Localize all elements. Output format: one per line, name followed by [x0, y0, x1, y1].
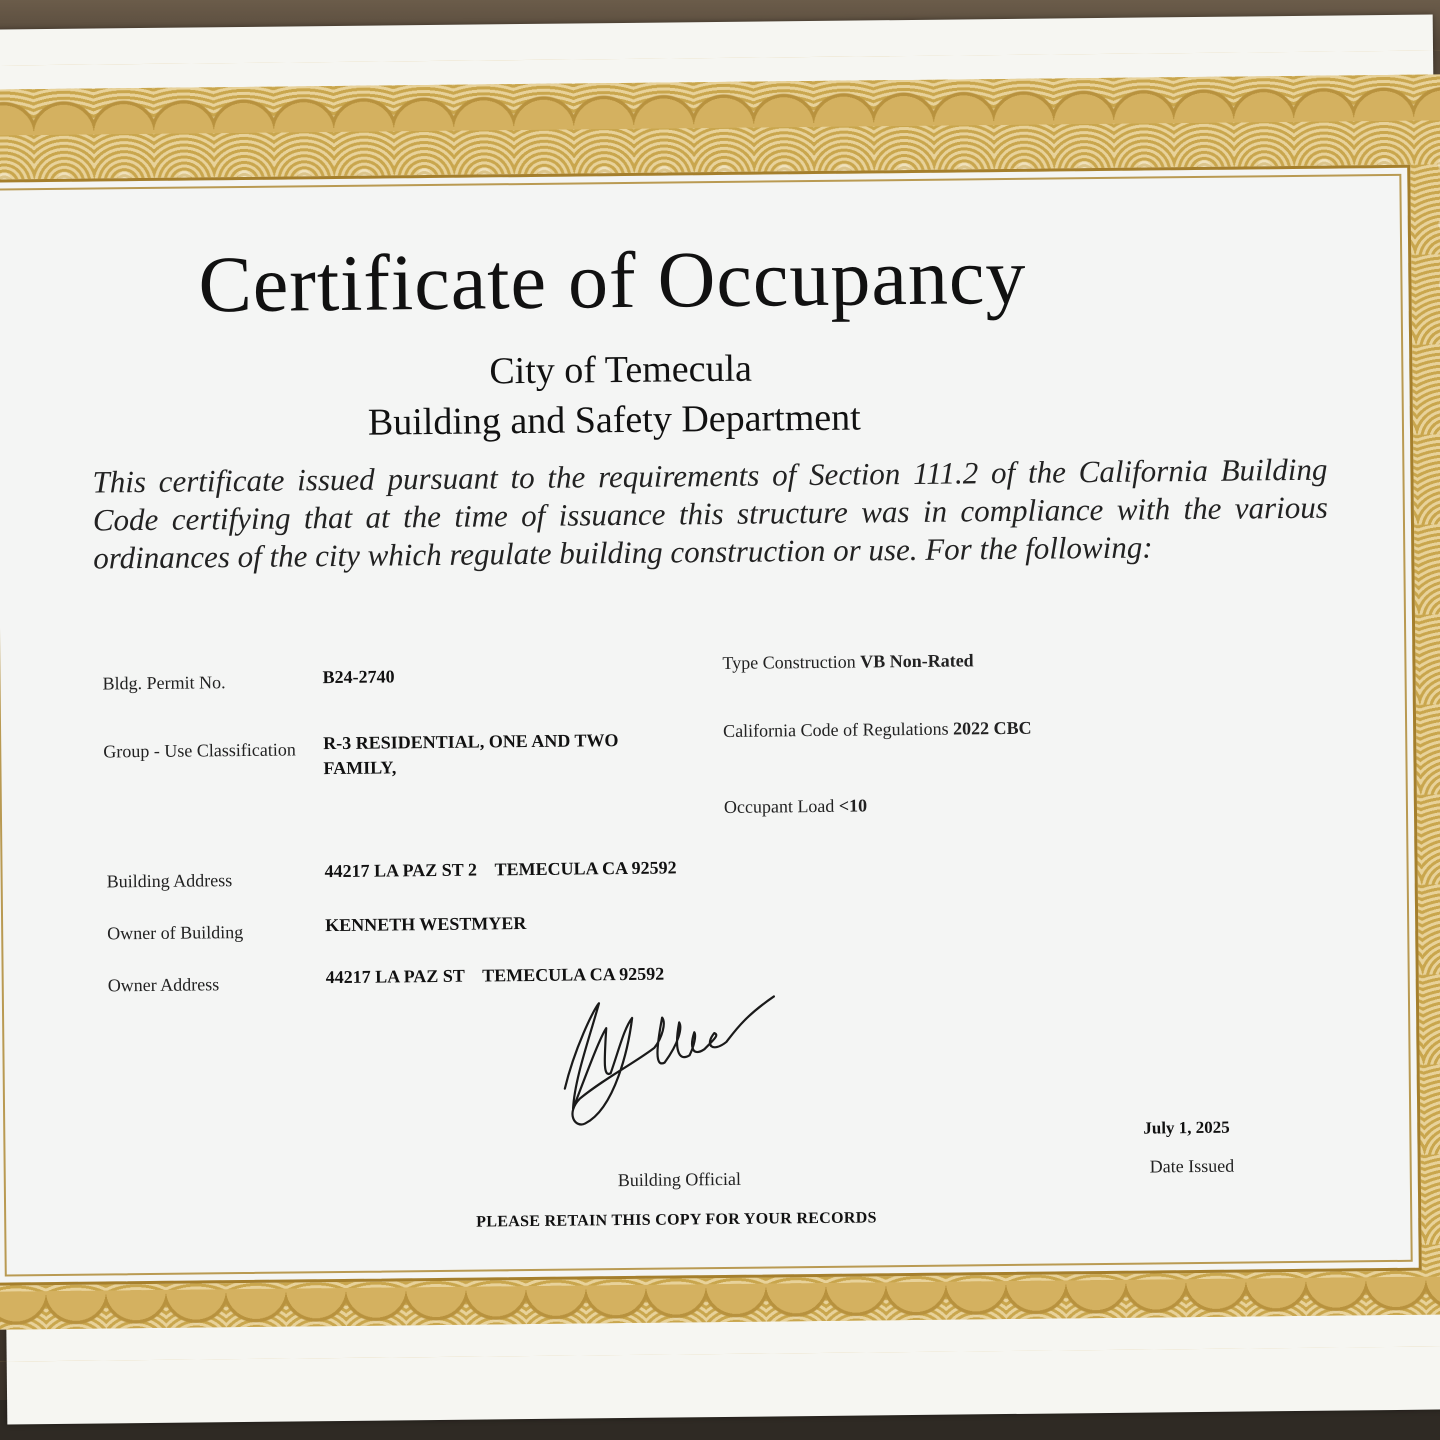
permit-value: B24-2740 — [322, 666, 395, 688]
date-issued-value: July 1, 2025 — [1143, 1117, 1230, 1138]
retain-notice: PLEASE RETAIN THIS COPY FOR YOUR RECORDS — [476, 1209, 877, 1231]
type-construction-value: VB Non-Rated — [860, 650, 974, 672]
owner-label: Owner of Building — [107, 922, 244, 944]
group-value: R-3 RESIDENTIAL, ONE AND TWO FAMILY, — [323, 730, 619, 779]
ccr-row — [723, 718, 1032, 742]
certificate-title: Certificate of Occupancy — [197, 232, 1027, 330]
group-label: Group - Use Classification — [103, 739, 296, 762]
signature-icon — [544, 986, 815, 1129]
type-construction-label: Type Construction — [722, 651, 856, 673]
building-official-label: Building Official — [617, 1168, 742, 1191]
owner-address-label: Owner Address — [107, 974, 220, 996]
building-address-value: 44217 LA PAZ ST 2 TEMECULA CA 92592 — [324, 857, 677, 882]
ccr-label: California Code of Regulations — [723, 718, 949, 741]
department-name: Building and Safety Department — [367, 396, 861, 444]
certificate-sheet — [0, 14, 1440, 1424]
permit-label: Bldg. Permit No. — [102, 672, 226, 694]
owner-value: KENNETH WESTMYER — [325, 913, 527, 936]
occupant-load-row — [724, 795, 867, 817]
occupant-load-value: <10 — [838, 795, 868, 816]
type-construction-row — [722, 650, 973, 674]
city-name: City of Temecula — [489, 347, 753, 393]
certificate-panel — [0, 165, 1422, 1286]
occupant-load-label: Occupant Load — [723, 795, 835, 817]
date-issued-label: Date Issued — [1149, 1155, 1235, 1177]
owner-address-value: 44217 LA PAZ ST TEMECULA CA 92592 — [325, 963, 665, 988]
building-address-label: Building Address — [106, 870, 233, 892]
certification-statement: This certificate issued pursuant to the requirements of Section 111.2 of the California Building Code certifying that at the time of issuance this structure was in compliance with the various ordinances of the city which regulate building construction or use. For the following: — [92, 451, 1328, 576]
decorative-scallop-bottom — [0, 1276, 1440, 1361]
ccr-value: 2022 CBC — [952, 717, 1032, 739]
